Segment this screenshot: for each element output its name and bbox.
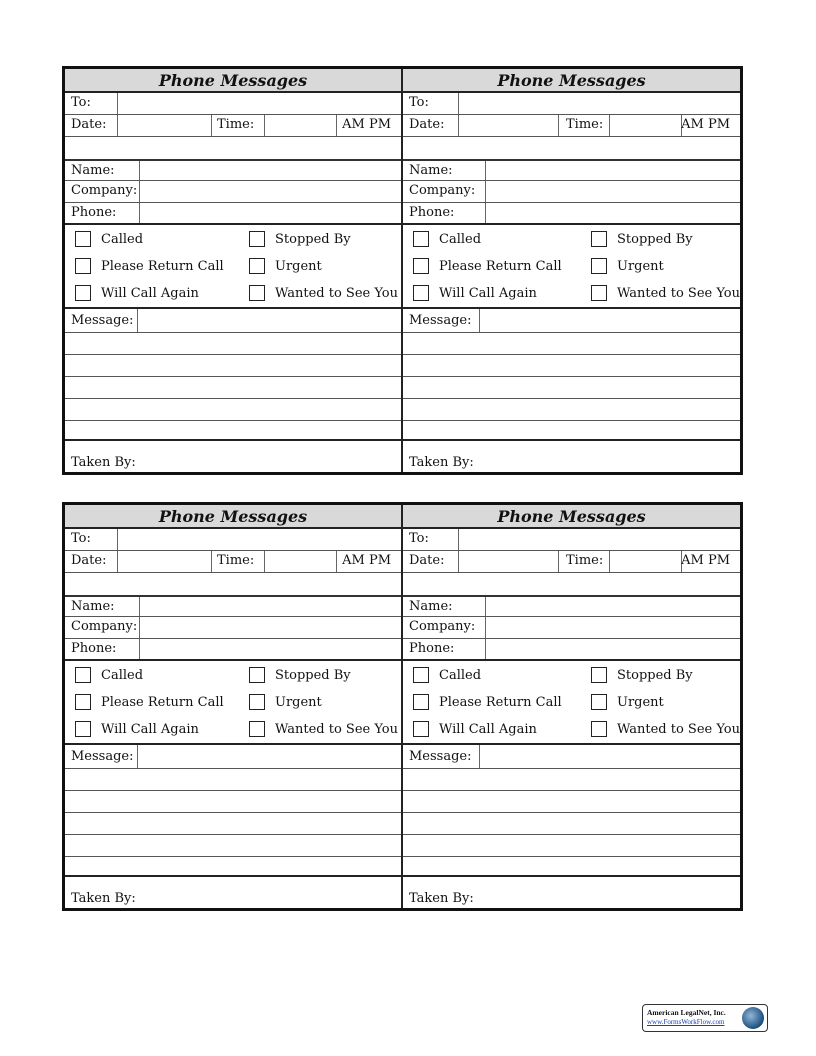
name-row (403, 160, 740, 181)
will-call-again-checkbox[interactable]: Will Call Again (413, 285, 537, 301)
date-row (403, 551, 740, 573)
am-pm-label: AM PM (681, 117, 730, 132)
checkbox-icon (249, 231, 265, 247)
company-field[interactable] (478, 617, 740, 638)
phone-row (403, 639, 740, 661)
slip-title: Phone Messages (65, 505, 401, 529)
footer-company: American LegalNet, Inc. (647, 1008, 726, 1017)
time-label: Time: (217, 117, 255, 132)
checkbox-icon (591, 694, 607, 710)
called-checkbox[interactable]: Called (75, 231, 143, 247)
name-label: Name: (409, 599, 453, 614)
name-label: Name: (409, 163, 453, 178)
wanted-to-see-you-checkbox[interactable]: Wanted to See You (249, 285, 398, 301)
message-field[interactable] (476, 309, 740, 332)
blank-row[interactable] (65, 573, 401, 596)
phone-message-slip (403, 69, 740, 472)
checkbox-icon (75, 721, 91, 737)
name-row (65, 596, 401, 617)
name-row (65, 160, 401, 181)
please-return-call-checkbox[interactable]: Please Return Call (413, 258, 562, 274)
date-row (403, 115, 740, 137)
message-line[interactable] (403, 421, 740, 441)
time-field[interactable] (610, 115, 680, 136)
company-row (403, 181, 740, 203)
am-pm-label: AM PM (342, 553, 391, 568)
blank-row[interactable] (403, 573, 740, 596)
company-field[interactable] (140, 181, 401, 202)
name-field[interactable] (478, 597, 740, 616)
checkbox-icon (249, 285, 265, 301)
name-label: Name: (71, 163, 115, 178)
am-pm-label: AM PM (681, 553, 730, 568)
blank-row[interactable] (403, 137, 740, 160)
company-row (65, 617, 401, 639)
name-field[interactable] (140, 597, 401, 616)
called-checkbox[interactable]: Called (413, 231, 481, 247)
message-line[interactable] (65, 421, 401, 441)
to-label: To: (409, 531, 429, 546)
date-field[interactable] (118, 551, 210, 572)
company-label: Company: (409, 619, 476, 634)
message-line[interactable] (65, 399, 401, 421)
wanted-to-see-you-checkbox[interactable]: Wanted to See You (591, 285, 740, 301)
footer-logo[interactable] (642, 1004, 768, 1032)
date-field[interactable] (118, 115, 210, 136)
phone-message-slip (65, 505, 403, 908)
stopped-by-checkbox[interactable]: Stopped By (249, 231, 351, 247)
message-line[interactable] (403, 791, 740, 813)
message-line[interactable] (403, 813, 740, 835)
message-line[interactable] (65, 791, 401, 813)
checkbox-icon (413, 231, 429, 247)
to-label: To: (71, 95, 91, 110)
message-field[interactable] (138, 309, 401, 332)
message-line[interactable] (65, 355, 401, 377)
company-row (65, 181, 401, 203)
date-row (65, 551, 401, 573)
taken-by-label: Taken By: (71, 891, 136, 906)
taken-by-row[interactable] (403, 877, 740, 911)
footer-url-link[interactable]: www.FormsWorkFlow.com (647, 1018, 725, 1026)
time-label: Time: (217, 553, 255, 568)
please-return-call-checkbox[interactable]: Please Return Call (413, 694, 562, 710)
to-row (403, 529, 740, 551)
urgent-checkbox[interactable]: Urgent (591, 694, 664, 710)
company-field[interactable] (140, 617, 401, 638)
to-row (403, 93, 740, 115)
urgent-checkbox[interactable]: Urgent (249, 258, 322, 274)
to-field[interactable] (118, 529, 401, 550)
please-return-call-checkbox[interactable]: Please Return Call (75, 694, 224, 710)
message-line[interactable] (403, 835, 740, 857)
checkbox-icon (413, 667, 429, 683)
message-line[interactable] (65, 835, 401, 857)
phone-message-slip (65, 69, 403, 472)
phone-label: Phone: (71, 641, 117, 656)
checkbox-icon (413, 258, 429, 274)
checkbox-icon (75, 231, 91, 247)
taken-by-label: Taken By: (71, 455, 136, 470)
blank-row[interactable] (65, 137, 401, 160)
message-line[interactable] (403, 377, 740, 399)
urgent-checkbox[interactable]: Urgent (249, 694, 322, 710)
slip-title: Phone Messages (65, 69, 401, 93)
message-line[interactable] (403, 857, 740, 877)
called-checkbox[interactable]: Called (413, 667, 481, 683)
message-label: Message: (409, 313, 472, 328)
checkbox-icon (75, 667, 91, 683)
to-field[interactable] (118, 93, 401, 114)
checkbox-icon (75, 258, 91, 274)
time-field[interactable] (610, 551, 680, 572)
message-line[interactable] (403, 399, 740, 421)
message-row (403, 309, 740, 333)
to-row (65, 93, 401, 115)
taken-by-row[interactable] (403, 441, 740, 475)
checkbox-icon (249, 694, 265, 710)
company-label: Company: (71, 183, 138, 198)
phone-field[interactable] (140, 639, 401, 659)
message-line[interactable] (65, 333, 401, 355)
phone-label: Phone: (71, 205, 117, 220)
time-field[interactable] (265, 551, 335, 572)
globe-icon (742, 1007, 764, 1029)
stopped-by-checkbox[interactable]: Stopped By (591, 667, 693, 683)
message-field[interactable] (476, 745, 740, 768)
checkbox-icon (75, 694, 91, 710)
taken-by-row[interactable] (65, 441, 401, 475)
stopped-by-checkbox[interactable]: Stopped By (249, 667, 351, 683)
to-row (65, 529, 401, 551)
company-label: Company: (409, 183, 476, 198)
phone-field[interactable] (478, 639, 740, 659)
taken-by-label: Taken By: (409, 455, 474, 470)
name-row (403, 596, 740, 617)
message-options (65, 225, 401, 309)
called-checkbox[interactable]: Called (75, 667, 143, 683)
company-label: Company: (71, 619, 138, 634)
message-label: Message: (71, 749, 134, 764)
date-label: Date: (409, 117, 445, 132)
message-field[interactable] (138, 745, 401, 768)
message-row (65, 309, 401, 333)
message-line[interactable] (403, 333, 740, 355)
message-row (403, 745, 740, 769)
will-call-again-checkbox[interactable]: Will Call Again (75, 721, 199, 737)
wanted-to-see-you-checkbox[interactable]: Wanted to See You (249, 721, 398, 737)
message-line[interactable] (403, 355, 740, 377)
checkbox-icon (413, 694, 429, 710)
to-label: To: (71, 531, 91, 546)
message-options (65, 661, 401, 745)
time-label: Time: (566, 117, 604, 132)
date-row (65, 115, 401, 137)
message-label: Message: (71, 313, 134, 328)
date-field[interactable] (456, 115, 548, 136)
to-label: To: (409, 95, 429, 110)
phone-message-slip (403, 505, 740, 908)
checkbox-icon (591, 231, 607, 247)
message-line[interactable] (65, 813, 401, 835)
please-return-call-checkbox[interactable]: Please Return Call (75, 258, 224, 274)
checkbox-icon (249, 667, 265, 683)
to-field[interactable] (456, 93, 740, 114)
checkbox-icon (591, 721, 607, 737)
phone-row (65, 203, 401, 225)
wanted-to-see-you-checkbox[interactable]: Wanted to See You (591, 721, 740, 737)
top-sheet (62, 66, 743, 475)
checkbox-icon (75, 285, 91, 301)
phone-field[interactable] (478, 203, 740, 223)
bottom-sheet (62, 502, 743, 911)
checkbox-icon (249, 721, 265, 737)
message-line[interactable] (403, 769, 740, 791)
time-label: Time: (566, 553, 604, 568)
name-label: Name: (71, 599, 115, 614)
taken-by-row[interactable] (65, 877, 401, 911)
checkbox-icon (591, 667, 607, 683)
am-pm-label: AM PM (342, 117, 391, 132)
date-label: Date: (71, 117, 107, 132)
slip-title: Phone Messages (403, 69, 740, 93)
message-line[interactable] (65, 857, 401, 877)
message-options (403, 661, 740, 745)
message-line[interactable] (65, 769, 401, 791)
company-field[interactable] (478, 181, 740, 202)
will-call-again-checkbox[interactable]: Will Call Again (413, 721, 537, 737)
checkbox-icon (591, 285, 607, 301)
phone-label: Phone: (409, 641, 455, 656)
will-call-again-checkbox[interactable]: Will Call Again (75, 285, 199, 301)
company-row (403, 617, 740, 639)
checkbox-icon (413, 721, 429, 737)
date-field[interactable] (456, 551, 548, 572)
message-row (65, 745, 401, 769)
message-line[interactable] (65, 377, 401, 399)
phone-row (65, 639, 401, 661)
urgent-checkbox[interactable]: Urgent (591, 258, 664, 274)
phone-label: Phone: (409, 205, 455, 220)
message-label: Message: (409, 749, 472, 764)
message-options (403, 225, 740, 309)
date-label: Date: (71, 553, 107, 568)
checkbox-icon (413, 285, 429, 301)
slip-title: Phone Messages (403, 505, 740, 529)
checkbox-icon (249, 258, 265, 274)
date-label: Date: (409, 553, 445, 568)
name-field[interactable] (478, 161, 740, 180)
phone-row (403, 203, 740, 225)
to-field[interactable] (456, 529, 740, 550)
checkbox-icon (591, 258, 607, 274)
stopped-by-checkbox[interactable]: Stopped By (591, 231, 693, 247)
time-field[interactable] (265, 115, 335, 136)
phone-field[interactable] (140, 203, 401, 223)
taken-by-label: Taken By: (409, 891, 474, 906)
name-field[interactable] (140, 161, 401, 180)
